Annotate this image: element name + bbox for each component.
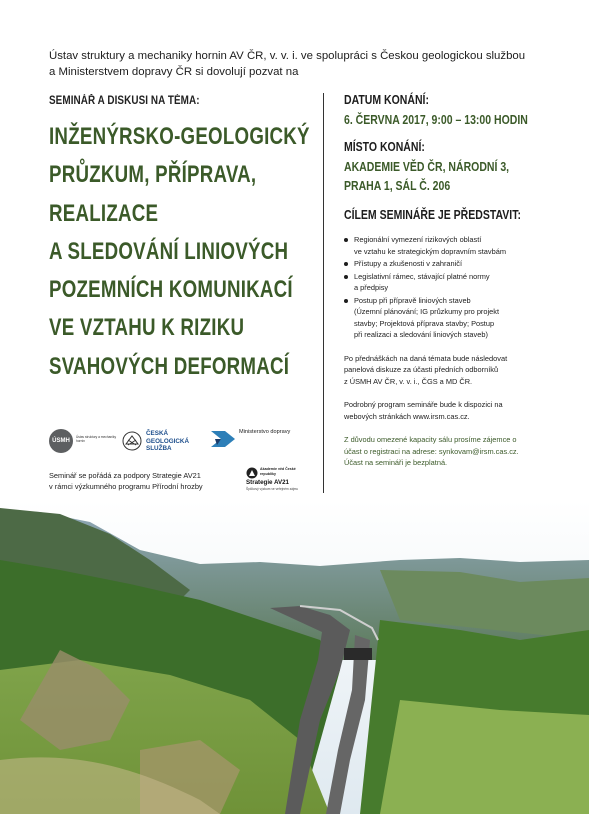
venue-line-1: AKADEMIE VĚD ČR, NÁRODNÍ 3, xyxy=(344,160,510,174)
cgs-line: SLUŽBA xyxy=(146,445,172,452)
title-line: A SLEDOVÁNÍ LINIOVÝCH xyxy=(49,237,289,265)
partner-logos xyxy=(49,425,309,461)
cgs-logo xyxy=(122,429,190,457)
seminar-label: SEMINÁŘ A DISKUSI NA TÉMA: xyxy=(49,95,200,107)
title-line: INŽENÝRSKO-GEOLOGICKÝ xyxy=(49,123,310,150)
av-emblem-icon xyxy=(246,467,258,479)
info-column xyxy=(344,93,549,469)
program-text: Podrobný program semináře bude k dispozici na webových stránkách www.irsm.cas.cz. xyxy=(344,400,503,421)
title-line: SVAHOVÝCH DEFORMACÍ xyxy=(49,352,290,380)
venue-label: MÍSTO KONÁNÍ: xyxy=(344,140,425,154)
date-label: DATUM KONÁNÍ: xyxy=(344,93,429,107)
title-line: REALIZACE xyxy=(49,199,159,227)
cgs-line: ČESKÁ xyxy=(146,430,169,437)
title-line: PRŮZKUM, PŘÍPRAVA, xyxy=(49,161,257,189)
venue-line-2: PRAHA 1, SÁL Č. 206 xyxy=(344,179,451,193)
goal-list xyxy=(344,234,549,341)
registration-text: Z důvodu omezené kapacity sálu prosíme zájemce o účast o registraci na adrese: synkovam@irsm.cas.cz. Účast na semináři je bezplatná. xyxy=(344,435,519,467)
panel-discussion-text: Po přednáškách na daná témata bude následovat panelová diskuze za účasti předních odborníků z ÚSMH AV ČR, v. v. i., ČGS a MD ČR. xyxy=(344,353,508,386)
date-value: 6. ČERVNA 2017, 9:00 – 13:00 HODIN xyxy=(344,113,528,127)
intro-line-1: Ústav struktury a mechaniky hornin AV ČR, v. v. i. ve spolupráci s Českou geologickou službou xyxy=(49,50,526,62)
highway-landscape-photo xyxy=(0,500,589,814)
usmh-logo xyxy=(49,429,121,453)
md-logo xyxy=(211,429,311,451)
list-item: Legislativní rámec, stávající platné normy a předpisy xyxy=(344,271,549,294)
goal-label: CÍLEM SEMINÁŘE JE PŘEDSTAVIT: xyxy=(344,208,521,222)
title-line: POZEMNÍCH KOMUNIKACÍ xyxy=(49,276,293,304)
intro-text xyxy=(49,48,549,80)
list-item: Regionální vymezení rizikových oblastí ve vztahu ke strategickým dopravním stavbám xyxy=(344,234,549,257)
intro-line-2: a Ministerstvem dopravy ČR si dovolují pozvat na xyxy=(49,66,299,78)
list-item: Přístupy a zkušenosti v zahraničí xyxy=(344,258,549,270)
md-arrow-icon xyxy=(211,429,237,449)
av-strategy-name: Strategie AV21 xyxy=(246,479,289,486)
usmh-caption: Ústav struktury a mechaniky hornin xyxy=(76,435,117,443)
av21-logo xyxy=(246,467,326,495)
column-divider xyxy=(323,93,324,493)
av-tagline: Špičkový výzkum ve veřejném zájmu xyxy=(246,487,299,491)
cgs-line: GEOLOGICKÁ xyxy=(146,437,190,445)
md-caption: Ministerstvo dopravy xyxy=(239,429,291,435)
av-caption: Akademie věd České republiky xyxy=(260,467,296,476)
cgs-emblem-icon xyxy=(122,431,142,451)
title-line: VE VZTAHU K RIZIKU xyxy=(49,314,245,342)
usmh-mark: ÚSMH xyxy=(49,429,73,453)
list-item: Postup při přípravě liniových staveb (Územní plánování; IG průzkumy pro projekt stavby; Projektová příprava stavby; Postup při realizaci a sledování liniových staveb) xyxy=(344,295,549,341)
support-text: Seminář se pořádá za podpory Strategie AV21 v rámci výzkumného programu Přírodní hrozby xyxy=(49,471,203,491)
landscape-illustration xyxy=(0,500,589,814)
seminar-title xyxy=(49,118,310,386)
